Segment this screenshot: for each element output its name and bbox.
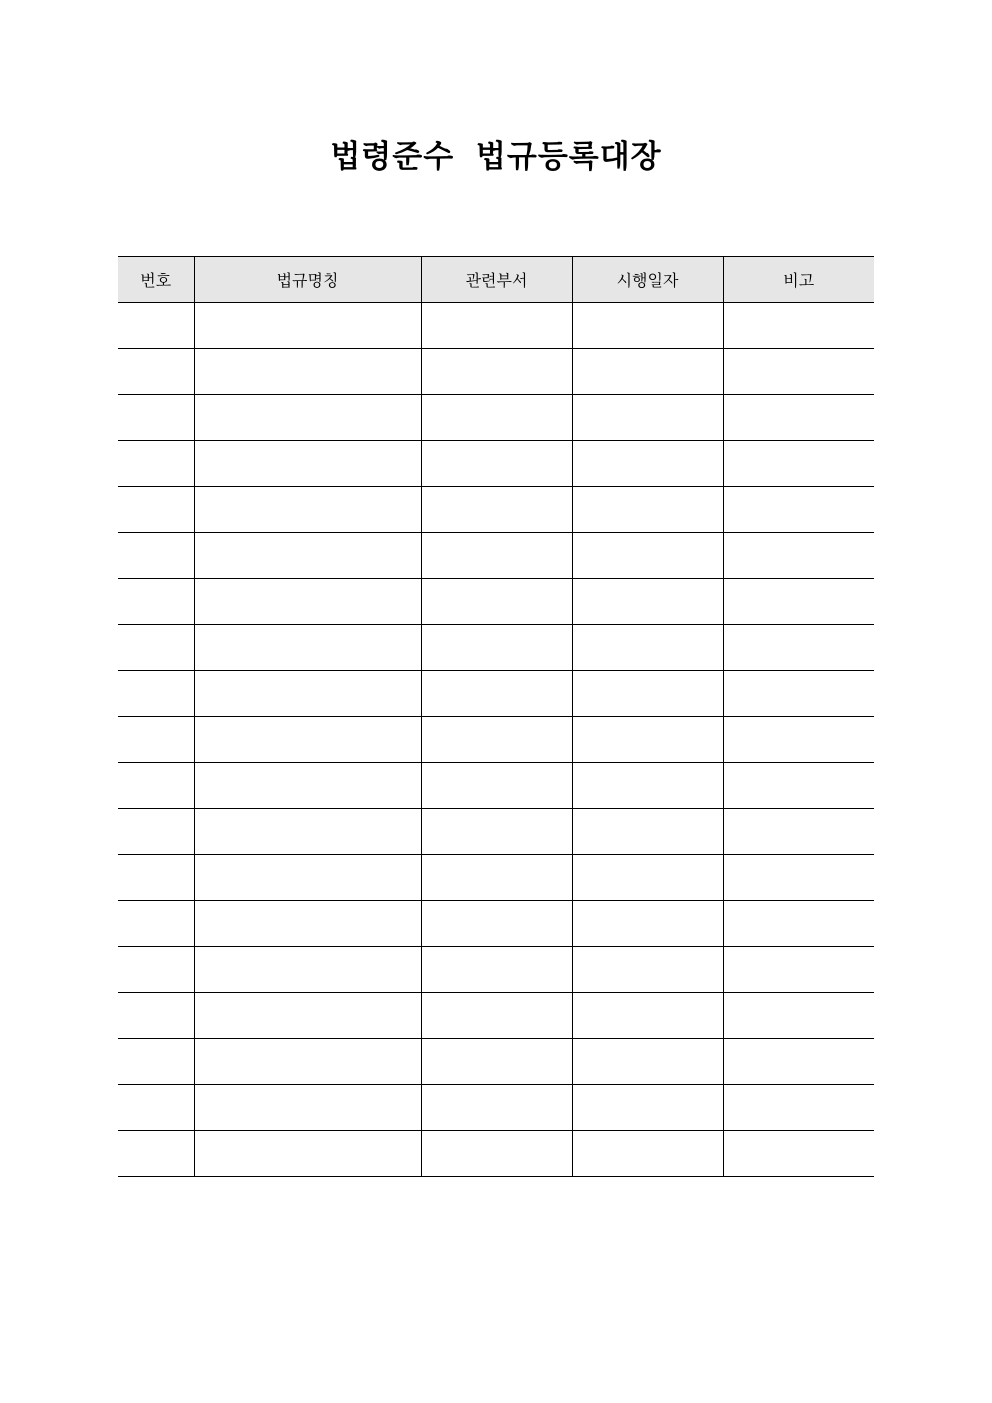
effective-date-cell[interactable] — [572, 809, 723, 855]
effective-date-cell[interactable] — [572, 717, 723, 763]
remarks-cell[interactable] — [723, 901, 874, 947]
table-row — [118, 855, 874, 901]
table-row — [118, 1131, 874, 1177]
number-cell[interactable] — [118, 579, 194, 625]
table-row — [118, 901, 874, 947]
number-cell[interactable] — [118, 1085, 194, 1131]
remarks-cell[interactable] — [723, 763, 874, 809]
number-cell[interactable] — [118, 533, 194, 579]
number-cell[interactable] — [118, 303, 194, 349]
effective-date-cell[interactable] — [572, 579, 723, 625]
number-cell[interactable] — [118, 395, 194, 441]
effective-date-cell[interactable] — [572, 1131, 723, 1177]
header-remarks: 비고 — [723, 257, 874, 303]
remarks-cell[interactable] — [723, 947, 874, 993]
regulation-name-cell[interactable] — [194, 809, 421, 855]
header-effective-date: 시행일자 — [572, 257, 723, 303]
remarks-cell[interactable] — [723, 487, 874, 533]
regulation-name-cell[interactable] — [194, 1131, 421, 1177]
remarks-cell[interactable] — [723, 855, 874, 901]
table-row — [118, 625, 874, 671]
remarks-cell[interactable] — [723, 349, 874, 395]
department-cell[interactable] — [421, 533, 572, 579]
regulation-name-cell[interactable] — [194, 349, 421, 395]
regulation-name-cell[interactable] — [194, 533, 421, 579]
department-cell[interactable] — [421, 349, 572, 395]
effective-date-cell[interactable] — [572, 533, 723, 579]
remarks-cell[interactable] — [723, 395, 874, 441]
remarks-cell[interactable] — [723, 579, 874, 625]
effective-date-cell[interactable] — [572, 441, 723, 487]
number-cell[interactable] — [118, 1131, 194, 1177]
department-cell[interactable] — [421, 947, 572, 993]
regulation-name-cell[interactable] — [194, 947, 421, 993]
regulation-name-cell[interactable] — [194, 717, 421, 763]
table-row — [118, 809, 874, 855]
remarks-cell[interactable] — [723, 809, 874, 855]
department-cell[interactable] — [421, 809, 572, 855]
department-cell[interactable] — [421, 303, 572, 349]
table-row — [118, 441, 874, 487]
department-cell[interactable] — [421, 487, 572, 533]
effective-date-cell[interactable] — [572, 855, 723, 901]
number-cell[interactable] — [118, 901, 194, 947]
department-cell[interactable] — [421, 395, 572, 441]
number-cell[interactable] — [118, 993, 194, 1039]
table-body — [118, 303, 874, 1177]
number-cell[interactable] — [118, 349, 194, 395]
department-cell[interactable] — [421, 855, 572, 901]
remarks-cell[interactable] — [723, 625, 874, 671]
department-cell[interactable] — [421, 441, 572, 487]
number-cell[interactable] — [118, 441, 194, 487]
number-cell[interactable] — [118, 1039, 194, 1085]
effective-date-cell[interactable] — [572, 395, 723, 441]
number-cell[interactable] — [118, 855, 194, 901]
effective-date-cell[interactable] — [572, 303, 723, 349]
remarks-cell[interactable] — [723, 671, 874, 717]
effective-date-cell[interactable] — [572, 947, 723, 993]
regulation-name-cell[interactable] — [194, 579, 421, 625]
table-row — [118, 1085, 874, 1131]
remarks-cell[interactable] — [723, 1039, 874, 1085]
remarks-cell[interactable] — [723, 303, 874, 349]
table-row — [118, 947, 874, 993]
regulation-name-cell[interactable] — [194, 1039, 421, 1085]
effective-date-cell[interactable] — [572, 763, 723, 809]
table-header-row — [118, 257, 874, 303]
table-row — [118, 1039, 874, 1085]
page-title: 법령준수 법규등록대장 — [330, 139, 662, 175]
regulation-name-cell[interactable] — [194, 487, 421, 533]
regulation-name-cell[interactable] — [194, 625, 421, 671]
effective-date-cell[interactable] — [572, 625, 723, 671]
regulation-name-cell[interactable] — [194, 303, 421, 349]
number-cell[interactable] — [118, 625, 194, 671]
effective-date-cell[interactable] — [572, 671, 723, 717]
department-cell[interactable] — [421, 579, 572, 625]
table-row — [118, 717, 874, 763]
department-cell[interactable] — [421, 625, 572, 671]
department-cell[interactable] — [421, 1131, 572, 1177]
effective-date-cell[interactable] — [572, 901, 723, 947]
table-row — [118, 349, 874, 395]
number-cell[interactable] — [118, 763, 194, 809]
remarks-cell[interactable] — [723, 1131, 874, 1177]
effective-date-cell[interactable] — [572, 487, 723, 533]
regulation-name-cell[interactable] — [194, 395, 421, 441]
number-cell[interactable] — [118, 671, 194, 717]
regulation-name-cell[interactable] — [194, 671, 421, 717]
effective-date-cell[interactable] — [572, 1039, 723, 1085]
number-cell[interactable] — [118, 487, 194, 533]
regulation-name-cell[interactable] — [194, 1085, 421, 1131]
department-cell[interactable] — [421, 1085, 572, 1131]
department-cell[interactable] — [421, 717, 572, 763]
header-related-department: 관련부서 — [421, 257, 572, 303]
table-row — [118, 763, 874, 809]
regulation-name-cell[interactable] — [194, 901, 421, 947]
header-regulation-name: 법규명칭 — [194, 257, 421, 303]
regulation-name-cell[interactable] — [194, 855, 421, 901]
department-cell[interactable] — [421, 1039, 572, 1085]
table-row — [118, 579, 874, 625]
table-row — [118, 303, 874, 349]
table-row — [118, 395, 874, 441]
table-row — [118, 993, 874, 1039]
regulation-name-cell[interactable] — [194, 993, 421, 1039]
effective-date-cell[interactable] — [572, 1085, 723, 1131]
table-row — [118, 487, 874, 533]
remarks-cell[interactable] — [723, 533, 874, 579]
department-cell[interactable] — [421, 993, 572, 1039]
department-cell[interactable] — [421, 671, 572, 717]
number-cell[interactable] — [118, 947, 194, 993]
department-cell[interactable] — [421, 763, 572, 809]
remarks-cell[interactable] — [723, 717, 874, 763]
remarks-cell[interactable] — [723, 993, 874, 1039]
number-cell[interactable] — [118, 809, 194, 855]
effective-date-cell[interactable] — [572, 993, 723, 1039]
regulation-register-table — [118, 256, 874, 1177]
number-cell[interactable] — [118, 717, 194, 763]
effective-date-cell[interactable] — [572, 349, 723, 395]
table-row — [118, 533, 874, 579]
header-number: 번호 — [118, 257, 194, 303]
regulation-name-cell[interactable] — [194, 441, 421, 487]
remarks-cell[interactable] — [723, 441, 874, 487]
department-cell[interactable] — [421, 901, 572, 947]
remarks-cell[interactable] — [723, 1085, 874, 1131]
table-row — [118, 671, 874, 717]
regulation-name-cell[interactable] — [194, 763, 421, 809]
